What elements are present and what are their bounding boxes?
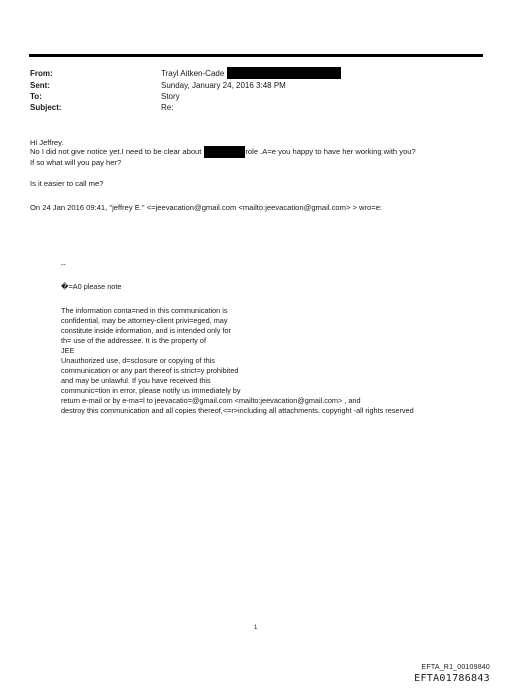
- disclaimer-line: communic=tion in error, please notify us immediately by: [61, 386, 241, 395]
- disclaimer-line: confidential, may be attorney-client privi=eged, may: [61, 316, 228, 325]
- disclaimer-line: and may be unlawful. If you have received this: [61, 376, 211, 385]
- to-value: Story: [161, 92, 180, 101]
- disclaimer-line: constitute inside information, and is intended only for: [61, 326, 231, 335]
- quote-intro: On 24 Jan 2016 09:41, "jeffrey E." <=jeevacation@gmail.com <mailto:jeevacation@gmail.com> > wro=e:: [30, 203, 383, 212]
- sent-value: Sunday, January 24, 2016 3:48 PM: [161, 81, 286, 90]
- disclaimer-line: communication or any part thereof is strict=y prohibited: [61, 366, 239, 375]
- disclaimer-line: th= use of the addressee. It is the property of: [61, 336, 207, 345]
- redaction-block: [227, 67, 341, 79]
- body-line-3: Is it easier to call me?: [30, 179, 104, 188]
- disclaimer-line: return e-mail or by e-ma=l to jeevacatio=@gmail.com <mailto:jeevacation@gmail.com> , and: [61, 396, 361, 405]
- body-line-1-end: role .A=e you happy to have her working with you?: [245, 147, 416, 156]
- from-value: [161, 68, 341, 79]
- bates-number-secondary: EFTA01786843: [414, 673, 490, 684]
- body-line-1: [30, 147, 416, 158]
- signature-dashes: --: [61, 260, 66, 269]
- subject-value: Re:: [161, 103, 174, 112]
- page-number: 1: [254, 625, 258, 631]
- header-rule: [29, 54, 483, 57]
- body-line-2: If so what will you pay her?: [30, 158, 122, 167]
- disclaimer-line: destroy this communication and all copies thereof,<=r>including all attachments. copyright -all rights reserved: [61, 406, 414, 415]
- body-line-1-start: No I did not give notice yet.I need to be clear about: [30, 147, 202, 156]
- disclaimer-line: Unauthorized use, d=sclosure or copying of this: [61, 356, 215, 365]
- to-label: To:: [30, 92, 42, 101]
- greeting: Hi Jeffrey.: [30, 138, 64, 147]
- from-label: From:: [30, 69, 53, 78]
- please-note: �=A0 please note: [61, 282, 122, 291]
- sent-label: Sent:: [30, 81, 50, 90]
- subject-label: Subject:: [30, 103, 62, 112]
- from-name: Trayl Aitken-Cade: [161, 69, 225, 78]
- redaction-block: [204, 146, 245, 158]
- disclaimer-line: JEE: [61, 346, 75, 355]
- disclaimer-line: The information conta=ned in this communication is: [61, 306, 228, 315]
- bates-number-primary: EFTA_R1_00109840: [421, 664, 490, 671]
